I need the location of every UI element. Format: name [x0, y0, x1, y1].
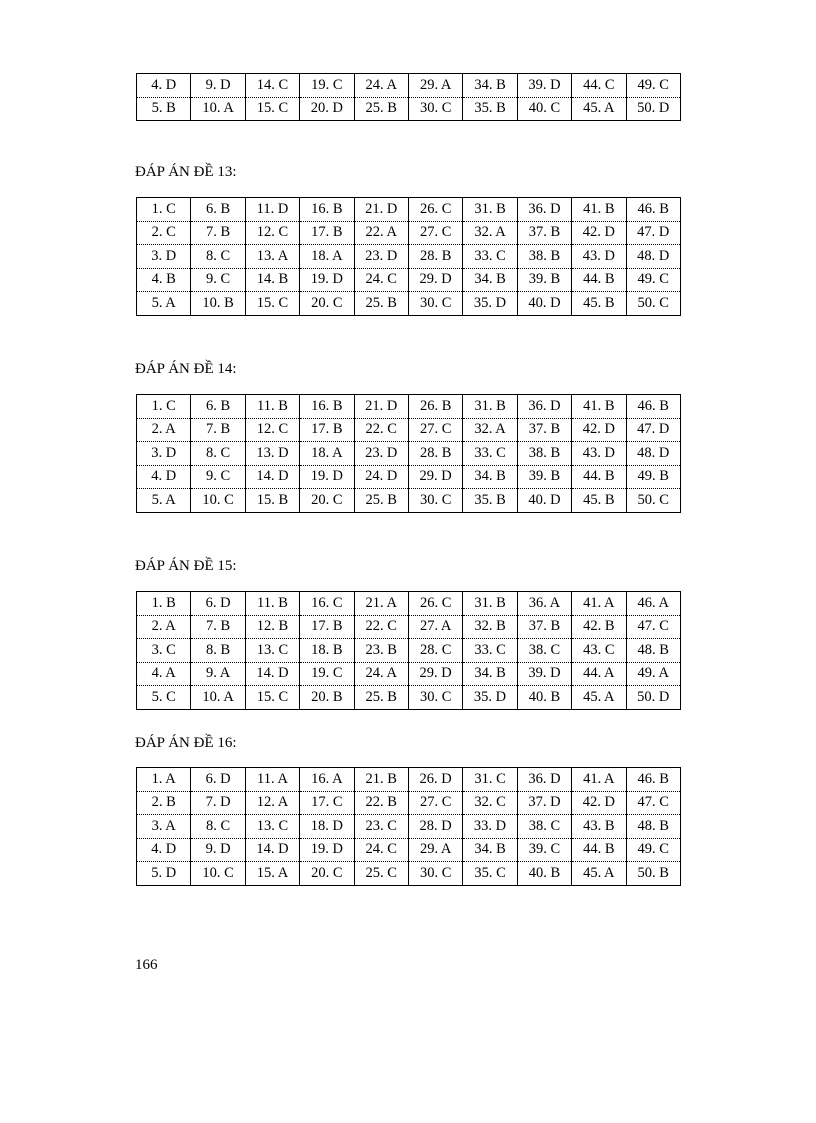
answer-cell: 18. B [300, 639, 354, 663]
answer-cell: 7. D [191, 791, 245, 815]
answer-cell: 43. C [572, 639, 626, 663]
answer-table-body [137, 74, 681, 121]
answer-cell: 42. D [572, 418, 626, 442]
answer-cell: 26. C [408, 592, 462, 616]
answer-cell: 49. A [626, 662, 680, 686]
answer-cell: 34. B [463, 465, 517, 489]
answer-cell: 31. C [463, 768, 517, 792]
answer-cell: 17. C [300, 791, 354, 815]
answer-cell: 6. B [191, 395, 245, 419]
answer-cell: 20. C [300, 862, 354, 886]
answer-cell: 42. D [572, 221, 626, 245]
answer-cell: 23. D [354, 245, 408, 269]
answer-table-body [137, 395, 681, 513]
answer-cell: 22. A [354, 221, 408, 245]
answer-cell: 49. C [626, 838, 680, 862]
answer-table-body [137, 198, 681, 316]
answer-cell: 35. C [463, 862, 517, 886]
answer-cell: 19. D [300, 268, 354, 292]
answer-cell: 40. B [517, 862, 571, 886]
answer-cell: 6. B [191, 198, 245, 222]
answer-cell: 46. A [626, 592, 680, 616]
answer-cell: 37. B [517, 418, 571, 442]
table-row [137, 245, 681, 269]
answer-cell: 26. D [408, 768, 462, 792]
answer-table-16 [136, 767, 681, 886]
answer-cell: 41. A [572, 768, 626, 792]
answer-cell: 24. D [354, 465, 408, 489]
table-row [137, 97, 681, 121]
answer-cell: 48. B [626, 639, 680, 663]
answer-cell: 45. B [572, 292, 626, 316]
answer-cell: 20. D [300, 97, 354, 121]
answer-table-15 [136, 591, 681, 710]
answer-cell: 28. B [408, 245, 462, 269]
table-row [137, 686, 681, 710]
answer-cell: 38. C [517, 815, 571, 839]
answer-cell: 10. B [191, 292, 245, 316]
table-row [137, 662, 681, 686]
answer-cell: 32. B [463, 615, 517, 639]
answer-cell: 3. D [137, 442, 191, 466]
table-row [137, 395, 681, 419]
answer-cell: 41. A [572, 592, 626, 616]
answer-cell: 13. A [245, 245, 299, 269]
answer-cell: 1. B [137, 592, 191, 616]
answer-cell: 2. A [137, 615, 191, 639]
table-row [137, 838, 681, 862]
answer-cell: 1. C [137, 395, 191, 419]
answer-cell: 30. C [408, 97, 462, 121]
answer-cell: 9. A [191, 662, 245, 686]
answer-cell: 32. A [463, 221, 517, 245]
answer-cell: 12. C [245, 221, 299, 245]
table-row [137, 791, 681, 815]
section-title-13: ĐÁP ÁN ĐỀ 13: [135, 164, 237, 180]
answer-table-14 [136, 394, 681, 513]
answer-cell: 18. A [300, 245, 354, 269]
answer-cell: 7. B [191, 615, 245, 639]
answer-cell: 42. D [572, 791, 626, 815]
answer-cell: 20. C [300, 489, 354, 513]
answer-cell: 18. A [300, 442, 354, 466]
table-row [137, 639, 681, 663]
answer-cell: 3. A [137, 815, 191, 839]
answer-cell: 23. C [354, 815, 408, 839]
answer-cell: 40. D [517, 292, 571, 316]
answer-cell: 19. C [300, 74, 354, 98]
answer-cell: 3. C [137, 639, 191, 663]
answer-cell: 37. D [517, 791, 571, 815]
table-row [137, 768, 681, 792]
answer-cell: 31. B [463, 198, 517, 222]
answer-cell: 19. D [300, 838, 354, 862]
answer-cell: 46. B [626, 768, 680, 792]
answer-cell: 38. B [517, 442, 571, 466]
answer-cell: 25. B [354, 489, 408, 513]
answer-cell: 49. C [626, 74, 680, 98]
answer-cell: 34. B [463, 662, 517, 686]
answer-cell: 43. B [572, 815, 626, 839]
answer-cell: 28. D [408, 815, 462, 839]
answer-cell: 36. D [517, 395, 571, 419]
answer-cell: 41. B [572, 395, 626, 419]
answer-cell: 45. A [572, 862, 626, 886]
table-row [137, 74, 681, 98]
answer-cell: 39. D [517, 74, 571, 98]
answer-cell: 42. B [572, 615, 626, 639]
answer-cell: 15. C [245, 97, 299, 121]
answer-cell: 14. B [245, 268, 299, 292]
answer-cell: 35. D [463, 292, 517, 316]
answer-cell: 27. C [408, 791, 462, 815]
answer-cell: 7. B [191, 418, 245, 442]
answer-cell: 25. B [354, 292, 408, 316]
answer-cell: 40. C [517, 97, 571, 121]
answer-cell: 16. A [300, 768, 354, 792]
answer-table-continued [136, 73, 681, 121]
table-row [137, 292, 681, 316]
answer-cell: 26. B [408, 395, 462, 419]
answer-cell: 29. A [408, 74, 462, 98]
answer-cell: 36. A [517, 592, 571, 616]
answer-cell: 30. C [408, 292, 462, 316]
answer-cell: 25. B [354, 97, 408, 121]
answer-cell: 26. C [408, 198, 462, 222]
answer-cell: 34. B [463, 74, 517, 98]
answer-cell: 33. C [463, 442, 517, 466]
answer-cell: 39. D [517, 662, 571, 686]
answer-cell: 40. B [517, 686, 571, 710]
answer-cell: 1. A [137, 768, 191, 792]
answer-cell: 29. D [408, 268, 462, 292]
page-number: 166 [135, 957, 158, 973]
answer-cell: 39. B [517, 268, 571, 292]
answer-cell: 12. A [245, 791, 299, 815]
answer-cell: 11. B [245, 592, 299, 616]
answer-cell: 47. D [626, 418, 680, 442]
table-row [137, 198, 681, 222]
answer-cell: 47. D [626, 221, 680, 245]
answer-cell: 46. B [626, 395, 680, 419]
answer-cell: 43. D [572, 442, 626, 466]
answer-cell: 17. B [300, 418, 354, 442]
answer-table-body [137, 768, 681, 886]
answer-cell: 29. D [408, 465, 462, 489]
answer-cell: 27. C [408, 221, 462, 245]
answer-cell: 49. C [626, 268, 680, 292]
answer-cell: 37. B [517, 221, 571, 245]
answer-cell: 50. B [626, 862, 680, 886]
answer-cell: 13. D [245, 442, 299, 466]
table-row [137, 221, 681, 245]
answer-table-body [137, 592, 681, 710]
answer-cell: 8. C [191, 245, 245, 269]
answer-cell: 35. D [463, 686, 517, 710]
answer-cell: 8. B [191, 639, 245, 663]
answer-cell: 33. D [463, 815, 517, 839]
answer-cell: 5. C [137, 686, 191, 710]
answer-cell: 4. D [137, 838, 191, 862]
answer-cell: 22. C [354, 418, 408, 442]
table-row [137, 615, 681, 639]
answer-cell: 45. A [572, 97, 626, 121]
answer-cell: 6. D [191, 592, 245, 616]
answer-cell: 4. D [137, 465, 191, 489]
answer-cell: 15. C [245, 686, 299, 710]
answer-cell: 40. D [517, 489, 571, 513]
table-row [137, 815, 681, 839]
section-title-16: ĐÁP ÁN ĐỀ 16: [135, 735, 237, 751]
answer-cell: 25. B [354, 686, 408, 710]
answer-cell: 9. C [191, 465, 245, 489]
answer-cell: 16. B [300, 198, 354, 222]
answer-cell: 33. C [463, 639, 517, 663]
answer-cell: 35. B [463, 97, 517, 121]
answer-cell: 5. A [137, 292, 191, 316]
answer-cell: 50. D [626, 686, 680, 710]
answer-cell: 38. C [517, 639, 571, 663]
answer-cell: 2. B [137, 791, 191, 815]
answer-cell: 16. C [300, 592, 354, 616]
answer-cell: 10. C [191, 862, 245, 886]
answer-cell: 47. C [626, 615, 680, 639]
answer-cell: 19. C [300, 662, 354, 686]
answer-cell: 20. B [300, 686, 354, 710]
answer-cell: 41. B [572, 198, 626, 222]
answer-cell: 29. A [408, 838, 462, 862]
answer-cell: 4. B [137, 268, 191, 292]
answer-cell: 17. B [300, 615, 354, 639]
answer-cell: 18. D [300, 815, 354, 839]
answer-cell: 23. D [354, 442, 408, 466]
answer-cell: 6. D [191, 768, 245, 792]
answer-cell: 27. C [408, 418, 462, 442]
answer-cell: 30. C [408, 686, 462, 710]
answer-cell: 44. A [572, 662, 626, 686]
answer-cell: 11. A [245, 768, 299, 792]
answer-cell: 13. C [245, 639, 299, 663]
answer-cell: 21. A [354, 592, 408, 616]
answer-cell: 15. B [245, 489, 299, 513]
answer-cell: 7. B [191, 221, 245, 245]
answer-cell: 48. B [626, 815, 680, 839]
table-row [137, 418, 681, 442]
answer-cell: 35. B [463, 489, 517, 513]
answer-cell: 21. D [354, 198, 408, 222]
answer-cell: 14. D [245, 838, 299, 862]
table-row [137, 442, 681, 466]
answer-cell: 1. C [137, 198, 191, 222]
answer-cell: 14. D [245, 662, 299, 686]
section-title-14: ĐÁP ÁN ĐỀ 14: [135, 361, 237, 377]
answer-cell: 28. B [408, 442, 462, 466]
answer-cell: 22. B [354, 791, 408, 815]
answer-cell: 38. B [517, 245, 571, 269]
answer-cell: 8. C [191, 815, 245, 839]
table-row [137, 592, 681, 616]
answer-cell: 16. B [300, 395, 354, 419]
answer-cell: 29. D [408, 662, 462, 686]
answer-cell: 12. C [245, 418, 299, 442]
answer-cell: 25. C [354, 862, 408, 886]
answer-cell: 19. D [300, 465, 354, 489]
answer-cell: 44. B [572, 465, 626, 489]
answer-cell: 4. D [137, 74, 191, 98]
answer-cell: 15. A [245, 862, 299, 886]
answer-cell: 50. C [626, 489, 680, 513]
section-title-15: ĐÁP ÁN ĐỀ 15: [135, 558, 237, 574]
answer-cell: 5. B [137, 97, 191, 121]
answer-cell: 10. A [191, 686, 245, 710]
answer-cell: 31. B [463, 395, 517, 419]
answer-cell: 2. C [137, 221, 191, 245]
answer-cell: 37. B [517, 615, 571, 639]
answer-cell: 45. A [572, 686, 626, 710]
answer-cell: 21. B [354, 768, 408, 792]
answer-cell: 24. C [354, 268, 408, 292]
answer-cell: 36. D [517, 768, 571, 792]
answer-cell: 24. C [354, 838, 408, 862]
answer-cell: 39. C [517, 838, 571, 862]
answer-cell: 2. A [137, 418, 191, 442]
answer-cell: 48. D [626, 442, 680, 466]
answer-cell: 34. B [463, 838, 517, 862]
table-row [137, 862, 681, 886]
answer-table-13 [136, 197, 681, 316]
table-row [137, 489, 681, 513]
table-row [137, 268, 681, 292]
answer-cell: 14. C [245, 74, 299, 98]
table-row [137, 465, 681, 489]
answer-cell: 10. A [191, 97, 245, 121]
answer-cell: 21. D [354, 395, 408, 419]
answer-cell: 22. C [354, 615, 408, 639]
answer-cell: 12. B [245, 615, 299, 639]
answer-cell: 36. D [517, 198, 571, 222]
answer-cell: 47. C [626, 791, 680, 815]
answer-cell: 13. C [245, 815, 299, 839]
answer-cell: 3. D [137, 245, 191, 269]
answer-cell: 24. A [354, 662, 408, 686]
answer-cell: 50. C [626, 292, 680, 316]
answer-cell: 17. B [300, 221, 354, 245]
answer-cell: 45. B [572, 489, 626, 513]
answer-cell: 32. A [463, 418, 517, 442]
answer-cell: 39. B [517, 465, 571, 489]
answer-cell: 10. C [191, 489, 245, 513]
answer-cell: 15. C [245, 292, 299, 316]
answer-cell: 9. D [191, 74, 245, 98]
answer-cell: 48. D [626, 245, 680, 269]
answer-cell: 46. B [626, 198, 680, 222]
answer-cell: 50. D [626, 97, 680, 121]
answer-cell: 9. D [191, 838, 245, 862]
answer-cell: 34. B [463, 268, 517, 292]
answer-cell: 20. C [300, 292, 354, 316]
answer-cell: 5. D [137, 862, 191, 886]
answer-cell: 23. B [354, 639, 408, 663]
answer-cell: 44. B [572, 838, 626, 862]
answer-cell: 43. D [572, 245, 626, 269]
answer-cell: 5. A [137, 489, 191, 513]
answer-cell: 30. C [408, 489, 462, 513]
answer-cell: 8. C [191, 442, 245, 466]
answer-cell: 30. C [408, 862, 462, 886]
answer-cell: 4. A [137, 662, 191, 686]
answer-cell: 32. C [463, 791, 517, 815]
answer-cell: 49. B [626, 465, 680, 489]
answer-cell: 11. B [245, 395, 299, 419]
answer-cell: 11. D [245, 198, 299, 222]
answer-cell: 24. A [354, 74, 408, 98]
answer-cell: 44. C [572, 74, 626, 98]
answer-cell: 44. B [572, 268, 626, 292]
answer-cell: 28. C [408, 639, 462, 663]
answer-cell: 31. B [463, 592, 517, 616]
answer-cell: 9. C [191, 268, 245, 292]
answer-cell: 14. D [245, 465, 299, 489]
answer-cell: 33. C [463, 245, 517, 269]
answer-cell: 27. A [408, 615, 462, 639]
